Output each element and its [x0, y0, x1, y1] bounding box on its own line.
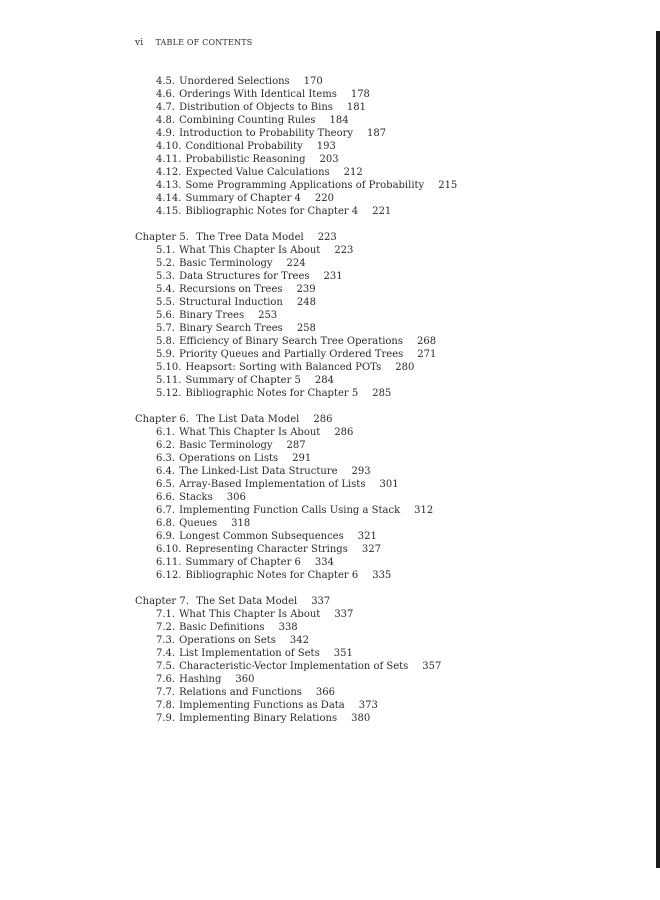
section-num: 5.5. [156, 297, 176, 308]
toc-section-entry[interactable] [0, 673, 640, 686]
section-num: 6.8. [156, 518, 176, 529]
section-page: 360 [235, 674, 255, 685]
section-num: 5.10. [156, 362, 182, 373]
toc-section-entry[interactable] [0, 374, 640, 387]
section-title: Some Programming Applications of Probability [185, 180, 425, 191]
toc-section-entry[interactable] [0, 647, 640, 660]
section-num: 7.6. [156, 674, 176, 685]
section-num: 7.3. [156, 635, 176, 646]
section-page: 231 [323, 271, 343, 282]
chapter-page: 337 [311, 596, 331, 607]
toc-section-entry[interactable] [0, 114, 640, 127]
toc-chapter-heading[interactable] [0, 413, 640, 426]
toc-chapter-block [0, 231, 640, 400]
section-title: Representing Character Strings [185, 544, 348, 555]
section-page: 337 [334, 609, 354, 620]
section-title: Queues [179, 518, 218, 529]
section-title: What This Chapter Is About [179, 427, 321, 438]
section-title: Bibliographic Notes for Chapter 5 [185, 388, 359, 399]
section-title: Conditional Probability [185, 141, 303, 152]
section-num: 4.14. [156, 193, 182, 204]
section-page: 306 [226, 492, 246, 503]
section-page: 366 [315, 687, 335, 698]
section-num: 6.7. [156, 505, 176, 516]
section-page: 248 [296, 297, 316, 308]
section-title: Implementing Binary Relations [179, 713, 338, 724]
section-num: 4.9. [156, 128, 176, 139]
section-page: 193 [316, 141, 336, 152]
section-title: Unordered Selections [179, 76, 290, 87]
toc-section-entry[interactable] [0, 283, 640, 296]
section-page: 342 [289, 635, 309, 646]
section-num: 5.2. [156, 258, 176, 269]
section-num: 5.3. [156, 271, 176, 282]
section-title: Stacks [179, 492, 213, 503]
toc-chapter-block [0, 413, 640, 582]
section-page: 221 [372, 206, 392, 217]
section-num: 4.7. [156, 102, 176, 113]
section-title: Recursions on Trees [179, 284, 283, 295]
section-title: Basic Terminology [179, 440, 273, 451]
section-title: Efficiency of Binary Search Tree Operations [179, 336, 404, 347]
chapter-num: Chapter 6. [135, 414, 189, 425]
section-num: 5.6. [156, 310, 176, 321]
section-page: 357 [422, 661, 442, 672]
toc-section-entry[interactable] [0, 140, 640, 153]
section-page: 253 [258, 310, 278, 321]
section-page: 380 [351, 713, 371, 724]
toc-section-entry[interactable] [0, 543, 640, 556]
section-page: 321 [357, 531, 377, 542]
section-title: Operations on Lists [179, 453, 279, 464]
section-num: 6.3. [156, 453, 176, 464]
section-title: Array-Based Implementation of Lists [179, 479, 366, 490]
toc-section-entry[interactable] [0, 179, 640, 192]
section-title: Summary of Chapter 6 [185, 557, 301, 568]
section-page: 170 [303, 76, 323, 87]
running-head-title: TABLE OF CONTENTS [155, 38, 253, 47]
table-of-contents [0, 75, 640, 738]
toc-section-entry[interactable] [0, 75, 640, 88]
toc-section-entry[interactable] [0, 166, 640, 179]
toc-section-entry[interactable] [0, 517, 640, 530]
toc-chapter-block [0, 75, 640, 218]
section-title: Priority Queues and Partially Ordered Trees [179, 349, 404, 360]
section-page: 318 [231, 518, 251, 529]
section-title: Structural Induction [179, 297, 283, 308]
section-title: Implementing Functions as Data [179, 700, 345, 711]
running-head [135, 38, 252, 48]
section-page: 335 [372, 570, 392, 581]
section-title: Bibliographic Notes for Chapter 4 [185, 206, 359, 217]
toc-section-entry[interactable] [0, 296, 640, 309]
section-page: 184 [329, 115, 349, 126]
section-title: Summary of Chapter 5 [185, 375, 301, 386]
section-page: 220 [314, 193, 334, 204]
toc-section-entry[interactable] [0, 556, 640, 569]
toc-section-entry[interactable] [0, 504, 640, 517]
section-num: 5.8. [156, 336, 176, 347]
section-page: 301 [379, 479, 399, 490]
section-page: 287 [286, 440, 306, 451]
toc-section-entry[interactable] [0, 452, 640, 465]
section-num: 6.5. [156, 479, 176, 490]
toc-section-entry[interactable] [0, 478, 640, 491]
chapter-title: The Set Data Model [196, 596, 298, 607]
section-num: 4.13. [156, 180, 182, 191]
section-page: 224 [286, 258, 306, 269]
section-num: 7.9. [156, 713, 176, 724]
section-num: 7.2. [156, 622, 176, 633]
section-num: 4.11. [156, 154, 182, 165]
section-title: Hashing [179, 674, 222, 685]
page-edge-border [656, 31, 660, 868]
section-title: The Linked-List Data Structure [179, 466, 338, 477]
toc-section-entry[interactable] [0, 205, 640, 218]
chapter-page: 286 [313, 414, 333, 425]
section-num: 6.11. [156, 557, 182, 568]
section-title: Summary of Chapter 4 [185, 193, 301, 204]
chapter-page: 223 [317, 232, 337, 243]
toc-section-entry[interactable] [0, 439, 640, 452]
toc-section-entry[interactable] [0, 699, 640, 712]
section-title: Probabilistic Reasoning [185, 154, 306, 165]
chapter-num: Chapter 5. [135, 232, 189, 243]
toc-chapter-heading[interactable] [0, 231, 640, 244]
toc-chapter-block [0, 595, 640, 725]
toc-section-entry[interactable] [0, 712, 640, 725]
section-num: 6.2. [156, 440, 176, 451]
toc-section-entry[interactable] [0, 153, 640, 166]
section-page: 291 [292, 453, 312, 464]
section-num: 7.5. [156, 661, 176, 672]
section-page: 258 [296, 323, 316, 334]
toc-section-entry[interactable] [0, 465, 640, 478]
section-page: 338 [278, 622, 298, 633]
section-title: Operations on Sets [179, 635, 276, 646]
section-num: 4.15. [156, 206, 182, 217]
section-page: 285 [372, 388, 392, 399]
section-num: 5.9. [156, 349, 176, 360]
section-num: 4.5. [156, 76, 176, 87]
toc-section-entry[interactable] [0, 348, 640, 361]
section-num: 5.12. [156, 388, 182, 399]
toc-section-entry[interactable] [0, 387, 640, 400]
section-title: Basic Definitions [179, 622, 265, 633]
section-page: 284 [314, 375, 334, 386]
toc-section-entry[interactable] [0, 257, 640, 270]
section-page: 239 [296, 284, 316, 295]
section-num: 5.7. [156, 323, 176, 334]
page-number: vi [135, 38, 144, 48]
section-num: 4.6. [156, 89, 176, 100]
chapter-title: The Tree Data Model [196, 232, 304, 243]
section-title: What This Chapter Is About [179, 609, 321, 620]
toc-section-entry[interactable] [0, 686, 640, 699]
toc-section-entry[interactable] [0, 88, 640, 101]
toc-section-entry[interactable] [0, 530, 640, 543]
section-num: 4.8. [156, 115, 176, 126]
toc-section-entry[interactable] [0, 426, 640, 439]
toc-section-entry[interactable] [0, 660, 640, 673]
section-title: Basic Terminology [179, 258, 273, 269]
section-page: 271 [417, 349, 437, 360]
section-page: 223 [334, 245, 354, 256]
toc-section-entry[interactable] [0, 569, 640, 582]
section-title: Implementing Function Calls Using a Stack [179, 505, 401, 516]
section-title: Characteristic-Vector Implementation of Sets [179, 661, 409, 672]
toc-chapter-heading[interactable] [0, 595, 640, 608]
toc-section-entry[interactable] [0, 270, 640, 283]
section-page: 293 [351, 466, 371, 477]
section-page: 215 [438, 180, 458, 191]
section-page: 334 [314, 557, 334, 568]
section-title: What This Chapter Is About [179, 245, 321, 256]
section-num: 7.8. [156, 700, 176, 711]
toc-section-entry[interactable] [0, 634, 640, 647]
section-title: Orderings With Identical Items [179, 89, 337, 100]
section-page: 178 [350, 89, 370, 100]
toc-section-entry[interactable] [0, 621, 640, 634]
section-num: 7.1. [156, 609, 176, 620]
toc-section-entry[interactable] [0, 101, 640, 114]
section-page: 312 [414, 505, 434, 516]
section-page: 327 [361, 544, 381, 555]
toc-section-entry[interactable] [0, 192, 640, 205]
section-num: 7.7. [156, 687, 176, 698]
section-page: 351 [333, 648, 353, 659]
section-page: 181 [346, 102, 367, 113]
section-title: Longest Common Subsequences [179, 531, 344, 542]
section-num: 5.4. [156, 284, 176, 295]
toc-section-entry[interactable] [0, 127, 640, 140]
section-page: 187 [367, 128, 387, 139]
section-page: 203 [319, 154, 339, 165]
chapter-num: Chapter 7. [135, 596, 189, 607]
toc-section-entry[interactable] [0, 491, 640, 504]
section-title: Binary Trees [179, 310, 245, 321]
section-page: 286 [334, 427, 354, 438]
toc-section-entry[interactable] [0, 244, 640, 257]
section-title: Introduction to Probability Theory [179, 128, 354, 139]
section-title: Distribution of Objects to Bins [179, 102, 333, 113]
toc-section-entry[interactable] [0, 361, 640, 374]
section-title: Combining Counting Rules [179, 115, 316, 126]
section-num: 5.11. [156, 375, 182, 386]
section-title: Data Structures for Trees [179, 271, 310, 282]
section-num: 7.4. [156, 648, 176, 659]
toc-section-entry[interactable] [0, 335, 640, 348]
toc-section-entry[interactable] [0, 322, 640, 335]
section-num: 6.6. [156, 492, 176, 503]
toc-section-entry[interactable] [0, 309, 640, 322]
section-num: 6.12. [156, 570, 182, 581]
section-title: Relations and Functions [179, 687, 302, 698]
section-num: 6.10. [156, 544, 182, 555]
section-title: Binary Search Trees [179, 323, 283, 334]
section-title: Heapsort: Sorting with Balanced POTs [185, 362, 382, 373]
section-num: 5.1. [156, 245, 176, 256]
section-num: 6.4. [156, 466, 176, 477]
section-page: 212 [343, 167, 363, 178]
section-num: 6.9. [156, 531, 176, 542]
section-num: 4.12. [156, 167, 182, 178]
section-title: Expected Value Calculations [185, 167, 330, 178]
section-page: 280 [395, 362, 415, 373]
section-page: 268 [417, 336, 437, 347]
toc-section-entry[interactable] [0, 608, 640, 621]
section-page: 373 [358, 700, 378, 711]
section-num: 6.1. [156, 427, 176, 438]
section-title: Bibliographic Notes for Chapter 6 [185, 570, 359, 581]
chapter-title: The List Data Model [196, 414, 300, 425]
section-title: List Implementation of Sets [179, 648, 320, 659]
section-num: 4.10. [156, 141, 182, 152]
